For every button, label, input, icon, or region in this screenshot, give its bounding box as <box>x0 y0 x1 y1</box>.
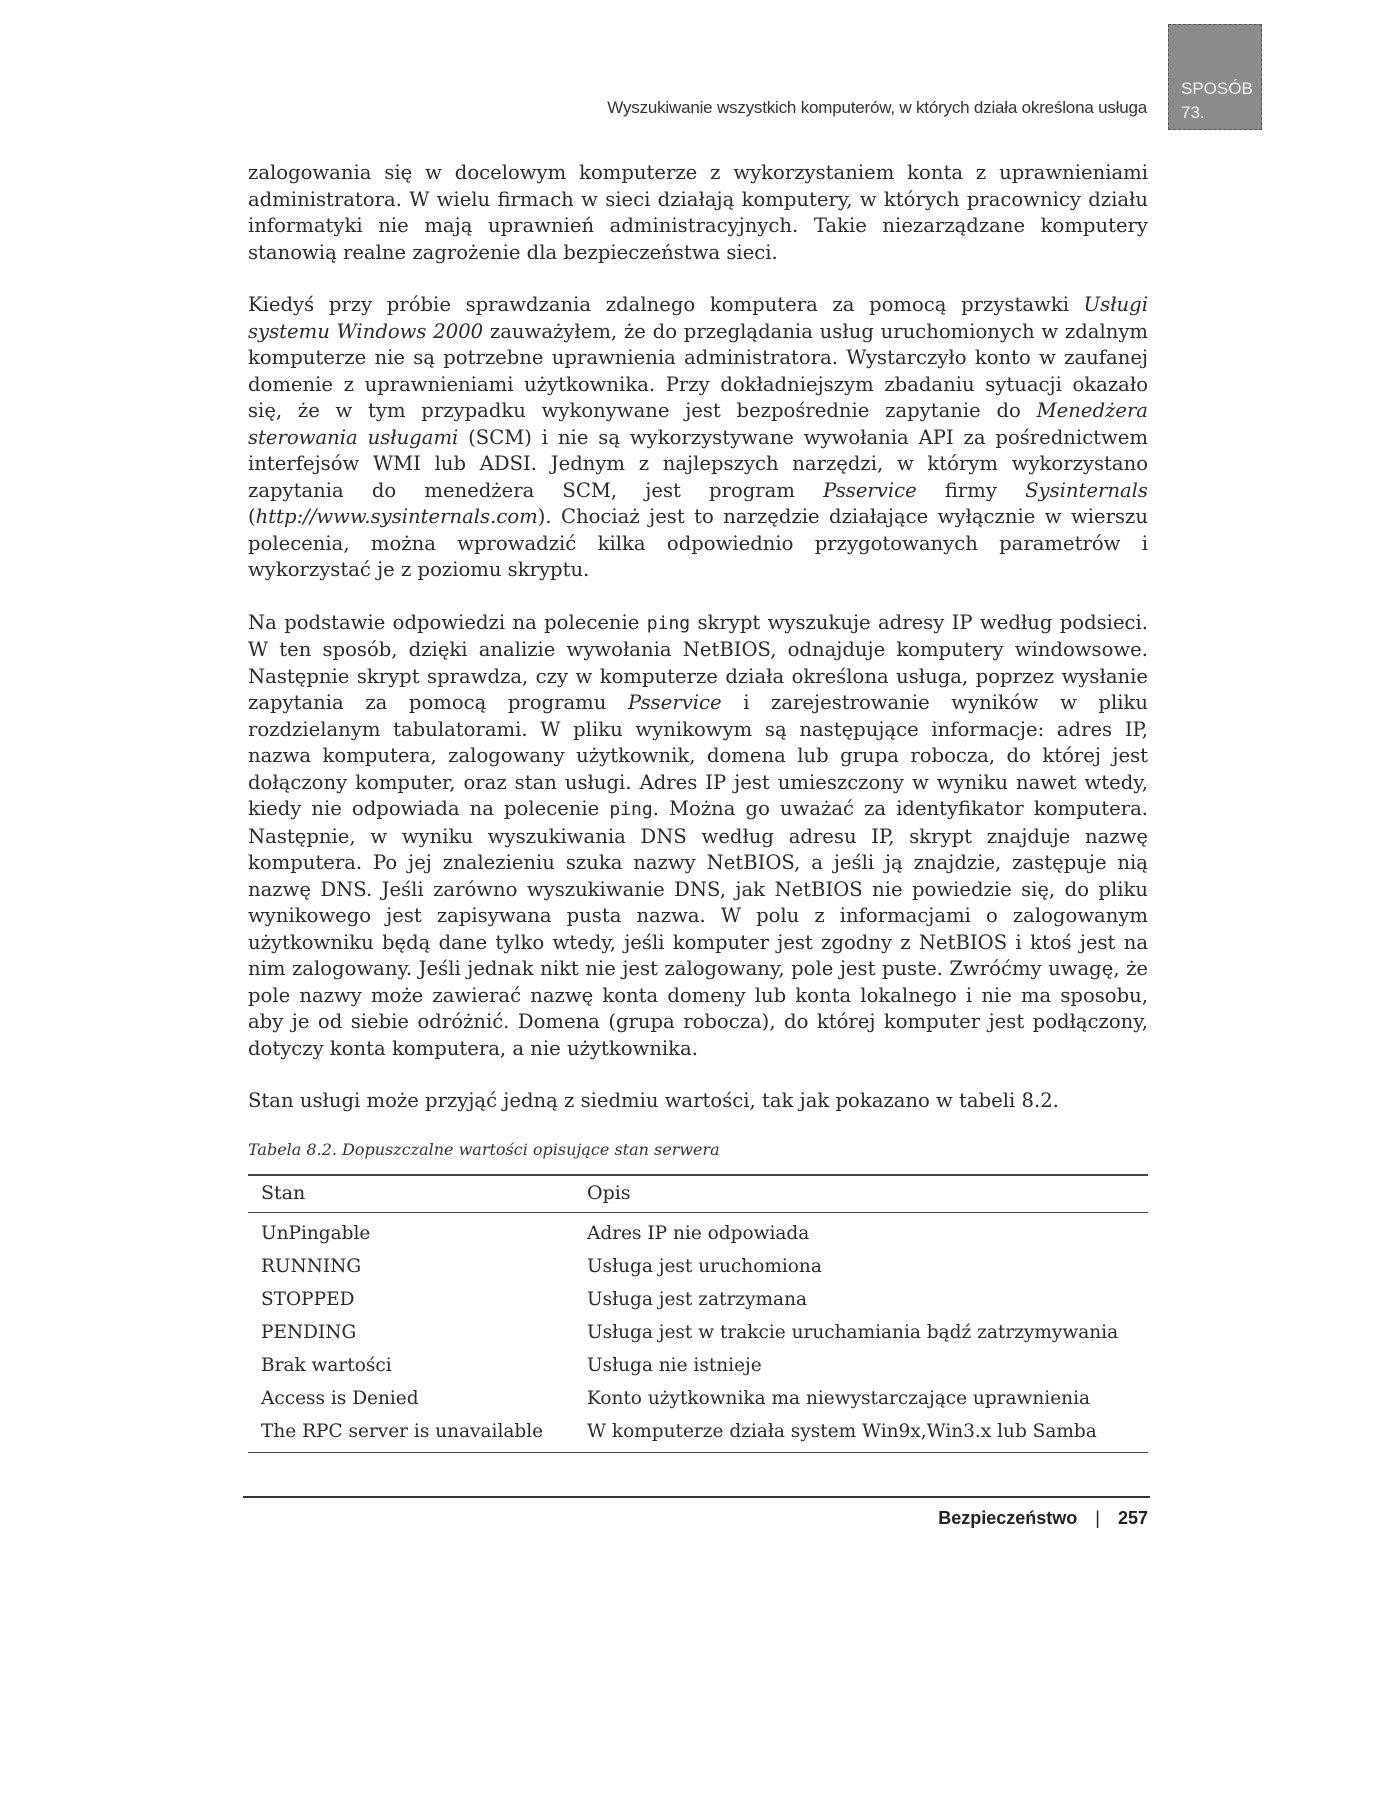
footer-rule <box>243 1496 1150 1498</box>
text-run: skrypt wyszukuje adresy IP według podsieci. W ten sposób, dzięki analizie wywołania NetBIOS, odnajduje komputery windowsowe. Następnie skrypt sprawdza, czy w komputerze działa określona usługa, poprzez wysłanie zapytania za pomocą programu <box>248 610 1149 714</box>
cell-opis: W komputerze działa system Win9x,Win3.x lub Samba <box>574 1415 1148 1453</box>
cell-opis: Usługa jest zatrzymana <box>587 1289 808 1310</box>
text-run: Stan usługi może przyjąć jedną z siedmiu wartości, tak jak pokazano w tabeli 8.2. <box>248 1089 1059 1112</box>
paragraph <box>248 610 1148 1063</box>
italic-text: http://www.sysinternals.com <box>255 505 538 528</box>
cell-stan: STOPPED <box>261 1289 355 1310</box>
header-opis: Opis <box>574 1175 1148 1213</box>
paragraph <box>248 160 1148 266</box>
text-run: Na podstawie odpowiedzi na polecenie <box>248 610 647 634</box>
body-text <box>248 160 1148 1141</box>
paragraph <box>248 1088 1148 1115</box>
table-row <box>248 1213 1148 1251</box>
cell-stan: RUNNING <box>261 1256 362 1277</box>
running-head: Wyszukiwanie wszystkich komputerów, w których działa określona usługa <box>607 98 1147 117</box>
footer-separator: | <box>1095 1508 1100 1528</box>
table-row <box>248 1250 1148 1283</box>
cell-opis: Konto użytkownika ma niewystarczające uprawnienia <box>587 1388 1091 1409</box>
table-row <box>248 1349 1148 1382</box>
italic-text: Psservice <box>627 691 722 714</box>
section-tab <box>1168 24 1262 130</box>
text-run: ). Chociaż jest to narzędzie działające wyłącznie w wierszu polecenia, można wprowadzić kilka odpowiednio przygotowanych parametrów i wykorzystać je z poziomu skryptu. <box>248 505 1148 581</box>
italic-text: Psservice <box>823 478 917 502</box>
tab-label: SPOSÓB <box>1181 79 1253 98</box>
cell-opis: Usługa jest uruchomiona <box>587 1256 822 1277</box>
page-number: 257 <box>1117 1508 1148 1528</box>
text-run: i zarejestrowanie wyników w pliku rozdzielanym tabulatorami. W pliku wynikowym są następujące informacje: adres IP, nazwa komputera, zalogowany użytkownik, domena lub grupa robocza, do której jest dołączony komputer, oraz stan usługi. Adres IP jest umieszczony w wyniku nawet wtedy, kiedy nie odpowiada na polecenie <box>248 691 1148 820</box>
cell-opis: Adres IP nie odpowiada <box>587 1223 810 1244</box>
italic-text: Sysinternals <box>1025 478 1148 502</box>
footer <box>938 1508 1148 1529</box>
paragraph <box>248 292 1148 584</box>
status-table <box>248 1174 1148 1453</box>
table-row <box>248 1382 1148 1415</box>
code-text: ping <box>646 612 691 634</box>
cell-stan: Brak wartości <box>261 1355 392 1376</box>
text-run: ( <box>248 505 256 528</box>
cell-stan: The RPC server is unavailable <box>248 1415 574 1453</box>
text-run: (SCM) i nie są wykorzystywane wywołania API za pośrednictwem interfejsów WMI lub ADSI. Jednym z najlepszych narzędzi, w którym wykorzystano zapytania do menedżera SCM, jest program <box>248 425 1148 502</box>
table-row <box>248 1283 1148 1316</box>
cell-stan: UnPingable <box>261 1223 371 1244</box>
text-run: . Można go uważać za identyfikator komputera. Następnie, w wyniku wyszukiwania DNS według adresu IP, skrypt znajduje nazwę komputera. Po jej znalezieniu szuka nazwy NetBIOS, a jeśli ją znajdzie, zastępuje nią nazwę DNS. Jeśli zarówno wyszukiwanie DNS, jak NetBIOS nie powiedzie się, do pliku wynikowego jest zapisywana pusta nazwa. W polu z informacjami o zalogowanym użytkowniku będą dane tylko wtedy, jeśli komputer jest zgodny z NetBIOS i ktoś jest na nim zalogowany. Jeśli jednak nikt nie jest zalogowany, pole jest puste. Zwróćmy uwagę, że pole nazwy może zawierać nazwę konta domeny lub konta lokalnego i nie ma sposobu, aby je od siebie odróżnić. Domena (grupa robocza), do której komputer jest podłączony, dotyczy konta komputera, a nie użytkownika. <box>248 797 1148 1060</box>
text-run: zalogowania się w docelowym komputerze z wykorzystaniem konta z uprawnieniami administratora. W wielu firmach w sieci działają komputery, w których pracownicy działu informatyki nie mają uprawnień administracyjnych. Takie niezarządzane komputery stanowią realne zagrożenie dla bezpieczeństwa sieci. <box>248 161 1148 264</box>
cell-stan: PENDING <box>261 1322 357 1343</box>
header-stan: Stan <box>248 1175 574 1213</box>
table-header-row <box>248 1175 1148 1213</box>
cell-opis: Usługa nie istnieje <box>587 1355 762 1376</box>
table-row <box>248 1316 1148 1349</box>
italic-text: Usługi systemu Windows 2000 <box>248 293 1148 343</box>
tab-number: 73. <box>1181 103 1205 122</box>
code-text: ping <box>609 799 653 820</box>
text-run: zauważyłem, że do przeglądania usług uruchomionych w zdalnym komputerze nie są potrzebne uprawnienia administratora. Wystarczyło konto w zaufanej domenie z uprawnieniami użytkownika. Przy dokładniejszym zbadaniu sytuacji okazało się, że w tym przypadku wykonywane jest bezpośrednie zapytanie do <box>248 319 1148 422</box>
cell-opis: Usługa jest w trakcie uruchamiania bądź zatrzymywania <box>587 1322 1119 1343</box>
footer-section: Bezpieczeństwo <box>938 1508 1078 1528</box>
table-row <box>248 1415 1148 1453</box>
italic-text: Menedżera sterowania usługami <box>248 399 1148 449</box>
text-run: Kiedyś przy próbie sprawdzania zdalnego komputera za pomocą przystawki <box>248 293 1084 316</box>
text-run: firmy <box>916 478 1026 502</box>
table-caption: Tabela 8.2. Dopuszczalne wartości opisujące stan serwera <box>248 1140 720 1159</box>
cell-stan: Access is Denied <box>261 1388 419 1409</box>
